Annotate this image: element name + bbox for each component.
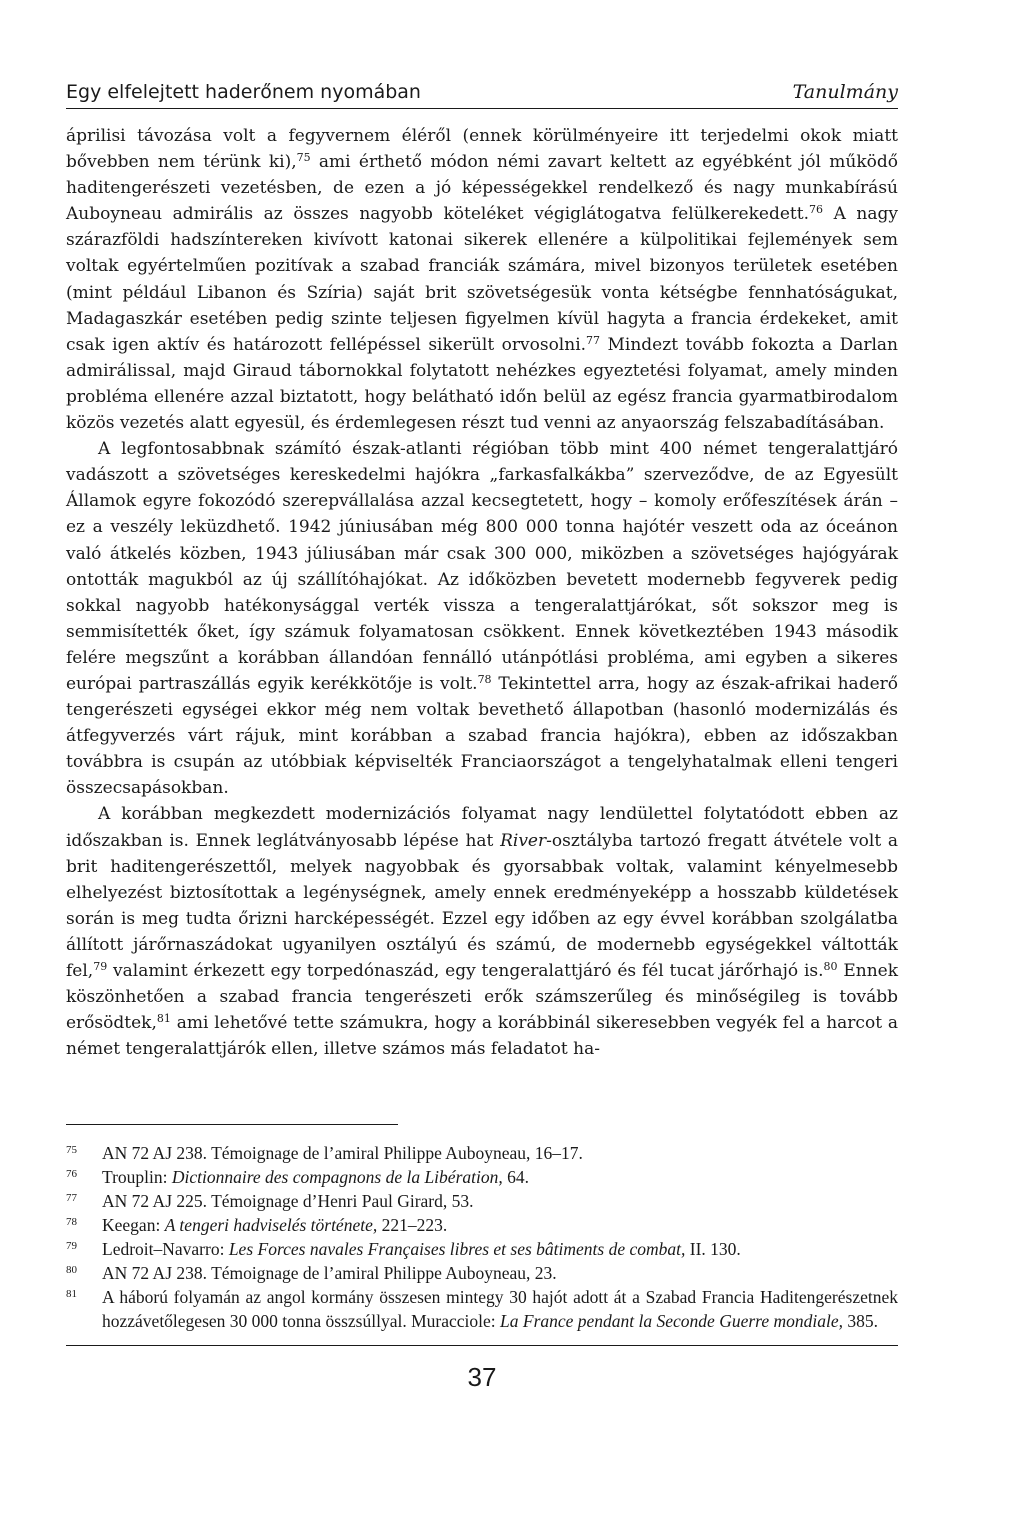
text-run: áprilisi távozása volt a fegyvernem éléről (ennek körülményeire itt terjedelmi okok miatt bővebben nem térünk ki),: [66, 126, 898, 173]
footnote-run: 221–223.: [377, 1215, 448, 1236]
footnote-number: 75: [66, 1144, 77, 1157]
footnote-number: 78: [66, 1216, 77, 1229]
italic-text: River: [500, 830, 547, 851]
footnote-run: 385.: [842, 1311, 878, 1332]
footnote-run: 64.: [502, 1167, 529, 1188]
footnote-text: [102, 1261, 898, 1285]
footnote-ref: 77: [586, 333, 601, 347]
footnote-text: [102, 1285, 898, 1333]
footnote-italic: La France pendant la Seconde Guerre mondiale,: [500, 1311, 843, 1332]
footnote-number: 77: [66, 1192, 77, 1205]
footnote-number: 80: [66, 1264, 77, 1277]
text-run: Ennek köszönhetően a szabad francia tengerészeti erők számszerűleg és minőségileg is tovább erősödtek,: [66, 961, 898, 1034]
footnote: [66, 1237, 898, 1261]
footnote: [66, 1165, 898, 1189]
footnote-ref: 80: [823, 960, 838, 973]
body-text: [66, 123, 898, 1062]
footnote: [66, 1261, 898, 1285]
footnote-italic: Dictionnaire des compagnons de la Libération,: [171, 1167, 503, 1188]
footnote-run: AN 72 AJ 238. Témoignage de l’amiral Philippe Auboyneau, 23.: [102, 1263, 557, 1284]
footnote-run: II. 130.: [685, 1239, 741, 1260]
section-label: Tanulmány: [792, 81, 898, 103]
footnote-ref: 75: [296, 151, 311, 165]
footnote-text: [102, 1213, 898, 1237]
text-run: valamint érkezett egy torpedónaszád, egy tengeralattjáró és fél tucat járőrhajó is.: [107, 961, 824, 981]
footnote-ref: 78: [477, 672, 492, 686]
text-run: -osztályba tartozó fregatt átvétele volt a brit haditengerészettől, melyek nagyobbak és gyorsabbak voltak, valamint kényelmesebb elhelyezést biztosítottak a legénységnek, amely ennek eredményeképp a hosszabb küldetések során is meg tudta őrizni harcképességét. Ezzel egy időben az egy évvel korábban szolgálatba állított járőrnaszádokat ugyanilyen osztályú és számú, de modernebb egységekkel váltották fel,: [66, 830, 899, 981]
footnote-number: 76: [66, 1168, 77, 1181]
footnote-text: [102, 1165, 898, 1189]
footnote: [66, 1189, 898, 1213]
footnote-run: Keegan:: [102, 1215, 165, 1236]
footnote-number: 81: [66, 1288, 77, 1301]
footnote-separator: [66, 1124, 398, 1125]
footnote-run: Ledroit–Navarro:: [102, 1239, 229, 1260]
bottom-rule: [66, 1345, 898, 1346]
footnote-text: [102, 1237, 898, 1261]
footnote-italic: Les Forces navales Françaises libres et ses bâtiments de combat,: [228, 1239, 686, 1260]
text-run: Tekintettel arra, hogy az észak-afrikai haderő tengerészeti egységei ekkor még nem voltak bevethető állapotban (hasonló modernizálás és átfegyverzés várt rájuk, mint korábban a szabad francia hajókra), ebben az időszakban továbbra is csupán az utóbbiak képviselték Franciaországot a tengelyhatalmak elleni tengeri összecsapásokban.: [66, 673, 898, 799]
text-run: A korábban megkezdett modernizációs folyamat nagy lendülettel folytatódott ebben az időszakban is. Ennek leglátványosabb lépése hat: [66, 804, 898, 851]
footnote-text: [102, 1189, 898, 1213]
paragraph-1: [66, 123, 898, 436]
document-page: [66, 80, 898, 1393]
footnote-run: A háború folyamán az angol kormány összesen mintegy 30 hajót adott át a Szabad Francia Haditengerészetnek hozzávetőlegesen 30 000 tonna összsúllyal. Muracciole:: [102, 1287, 898, 1332]
footnote-run: AN 72 AJ 225. Témoignage d’Henri Paul Girard, 53.: [102, 1191, 474, 1212]
footnote: [66, 1213, 898, 1237]
running-title: Egy elfelejtett haderőnem nyomában: [66, 81, 421, 103]
text-run: A legfontosabbnak számító észak-atlanti régióban több mint 400 német tengeralattjáró vadászott a szövetséges kereskedelmi hajókra „farkasfalkákba” szerveződve, de az Egyesült Államok egyre fokozódó szerepvállalása azzal kecsegtetett, hogy – komoly erőfeszítések árán – ez a veszély leküzdhető. 1942 júniusában még 800 000 tonna hajótér veszett oda az óceánon való átkelés közben, 1943 júliusában már csak 300 000, miközben a szövetséges hajógyárak ontották magukból az új szállítóhajókat. Az időközben bevetett modernebb fegyverek pedig sokkal nagyobb hatékonysággal verték vissza a tengeralattjárókat, sőt sokszor meg is semmisítették őket, így számuk folyamatosan csökkent. Ennek következtében 1943 második felére megszűnt a korábban állandóan fennálló utánpótlási probléma, ami egyben a sikeres európai partraszállás egyik kerékkötője is volt.: [66, 439, 898, 694]
footnote-number: 79: [66, 1240, 77, 1253]
text-run: ami lehetővé tette számukra, hogy a korábbinál sikeresebben vegyék fel a harcot a német tengeralattjárók ellen, illetve számos más feladatot ha-: [66, 1013, 898, 1060]
running-header: [66, 80, 898, 109]
footnote: [66, 1285, 898, 1333]
footnotes: [66, 1141, 898, 1333]
page-number: 37: [467, 1362, 497, 1393]
footnote-text: [102, 1141, 898, 1165]
footnote-italic: A tengeri hadviselés története,: [164, 1215, 378, 1236]
footnote-ref: 79: [93, 960, 108, 973]
paragraph-2: [66, 436, 898, 801]
text-run: Mindezt tovább fokozta a Darlan admirálissal, majd Giraud tábornokkal folytatott nehézkes egyeztetési folyamat, amely minden probléma ellenére azzal biztatott, hogy belátható időn belül az egész francia gyarmatbirodalom közös vezetés alatt egyesül, és érdemlegesen részt tud venni az anyaország felszabadításában.: [66, 334, 898, 434]
footnote: [66, 1141, 898, 1165]
footnote-run: Trouplin:: [102, 1167, 172, 1188]
paragraph-3: [66, 801, 898, 1062]
text-run: A nagy szárazföldi hadszíntereken kivívott katonai sikerek ellenére a külpolitikai fejlemények sem voltak egyértelműen pozitívak a szabad franciák számára, mivel bizonyos területek esetében (mint például Libanon és Szíria) saját brit szövetségesük vonta kétségbe fennhatóságukat, Madagaszkár esetében pedig szinte teljesen figyelmen kívül hagyta a francia érdekeket, amit csak igen aktív és határozott fellépéssel sikerült orvosolni.: [66, 204, 899, 355]
footnote-run: AN 72 AJ 238. Témoignage de l’amiral Philippe Auboyneau, 16–17.: [102, 1143, 583, 1164]
text-run: ami érthető módon némi zavart keltett az egyébként jól működő haditengerészeti vezetésben, de ezen a jó képességekkel rendelkező és nagy munkabírású Auboyneau admirális az összes nagyobb köteléket végiglátogatva felülkerekedett.: [66, 152, 899, 225]
footnote-ref: 76: [808, 203, 823, 217]
footnote-ref: 81: [156, 1012, 171, 1026]
